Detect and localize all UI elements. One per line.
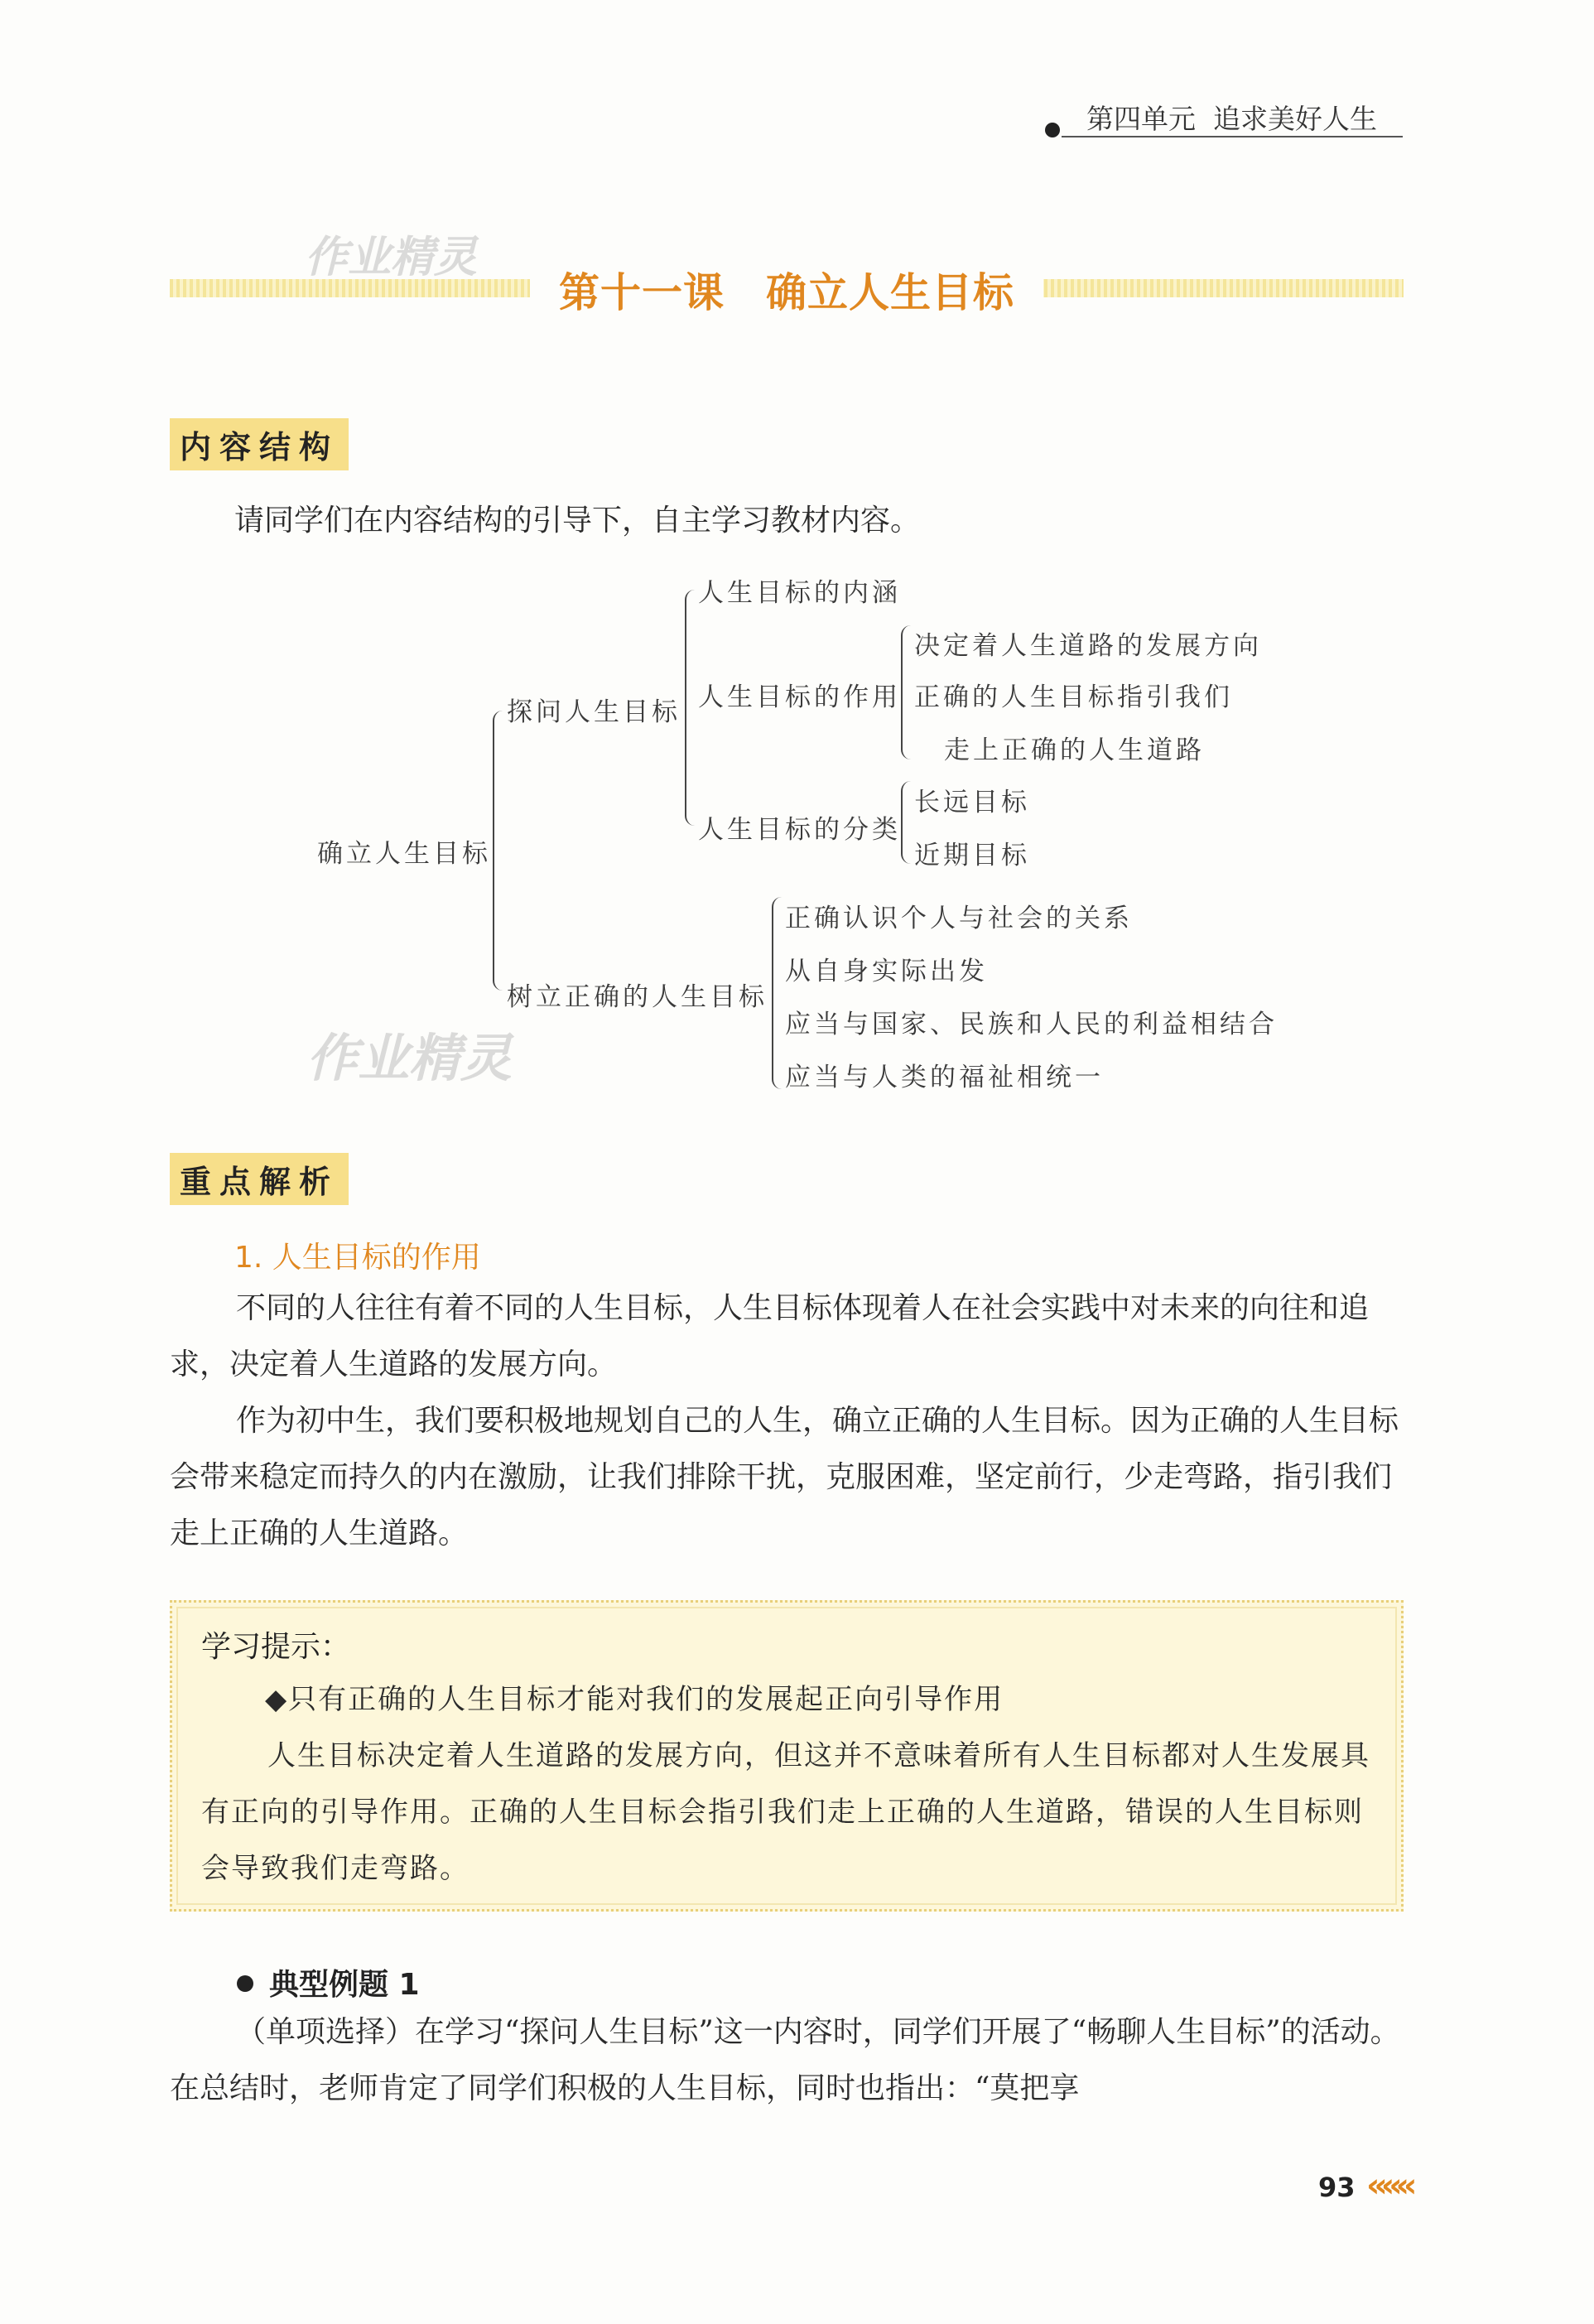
unit-title: 追求美好人生 (1212, 103, 1377, 135)
mindmap-b2-line-1: 正确认识个人与社会的关系 (785, 904, 1133, 933)
tip-key-point: ◆只有正确的人生目标才能对我们的发展起正向引导作用 (265, 1683, 1004, 1716)
unit-label: 第四单元 (1086, 103, 1196, 135)
mindmap-b1c2-line-2: 正确的人生目标指引我们 (914, 682, 1233, 712)
mindmap-root: 确立人生目标 (317, 839, 491, 869)
example-bullet (237, 1975, 253, 1992)
analysis-paragraph-1: 不同的人往往有着不同的人生目标，人生目标体现着人在社会实践中对未来的向往和追求，决定着人生道路的发展方向。 (170, 1291, 1370, 1381)
section-heading-structure: 内容结构 (170, 418, 349, 470)
mindmap-b1c3-line-1: 长远目标 (914, 788, 1030, 817)
mindmap-b2-line-2: 从自身实际出发 (785, 957, 988, 986)
analysis-subtitle: 1. 人生目标的作用 (234, 1241, 481, 1275)
analysis-paragraph-2: 作为初中生，我们要积极地规划自己的人生，确立正确的人生目标。因为正确的人生目标会带来稳定而持久的内在激励，让我们排除干扰，克服困难，坚定前行，少走弯路，指引我们走上正确的人生道路。 (170, 1404, 1399, 1550)
mindmap-b1-child-1: 人生目标的内涵 (698, 578, 901, 608)
mindmap-brace-root (493, 711, 508, 991)
unit-header (1086, 98, 1377, 137)
lesson-title: 第十一课 确立人生目标 (558, 269, 1014, 316)
mindmap-b1-child-2: 人生目标的作用 (698, 682, 901, 712)
mindmap-b1c2-line-1: 决定着人生道路的发展方向 (914, 631, 1262, 661)
mindmap-branch-1: 探问人生目标 (507, 697, 681, 727)
page-number: 93 (1318, 2172, 1356, 2203)
example-text: （单项选择）在学习“探问人生目标”这一内容时，同学们开展了“畅聊人生目标”的活动。在总结时，老师肯定了同学们积极的人生目标，同时也指出：“莫把享 (170, 2015, 1400, 2105)
title-box (530, 253, 1043, 327)
mindmap-b1c3-line-2: 近期目标 (914, 841, 1030, 870)
tip-title: 学习提示： (201, 1630, 351, 1664)
mindmap-brace-b2 (772, 897, 785, 1089)
mindmap-b2-line-4: 应当与人类的福祉相统一 (785, 1063, 1104, 1092)
mindmap-brace-b1c3 (901, 781, 914, 864)
mindmap-brace-b1c2 (901, 625, 914, 759)
tip-text: 人生目标决定着人生道路的发展方向，但这并不意味着所有人生目标都对人生发展具有正向的引导作用。正确的人生目标会指引我们走上正确的人生道路，错误的人生目标则会导致我们走弯路。 (201, 1739, 1370, 1885)
mindmap-b1-child-3: 人生目标的分类 (698, 815, 901, 845)
mindmap-branch-2: 树立正确的人生目标 (507, 982, 768, 1012)
mindmap-brace-b1 (685, 590, 698, 826)
example-title: 典型例题 1 (269, 1968, 420, 2002)
mindmap-b1c2-line-3: 走上正确的人生道路 (944, 735, 1205, 765)
watermark-top: 作业精灵 (305, 233, 478, 282)
section-heading-analysis: 重点解析 (170, 1153, 349, 1205)
page-chevron-icon: ««« (1366, 2167, 1411, 2205)
watermark-mid: 作业精灵 (306, 1028, 513, 1088)
header-bullet (1045, 123, 1060, 137)
mindmap-b2-line-3: 应当与国家、民族和人民的利益相结合 (785, 1010, 1278, 1039)
section-intro: 请同学们在内容结构的引导下，自主学习教材内容。 (234, 504, 921, 538)
